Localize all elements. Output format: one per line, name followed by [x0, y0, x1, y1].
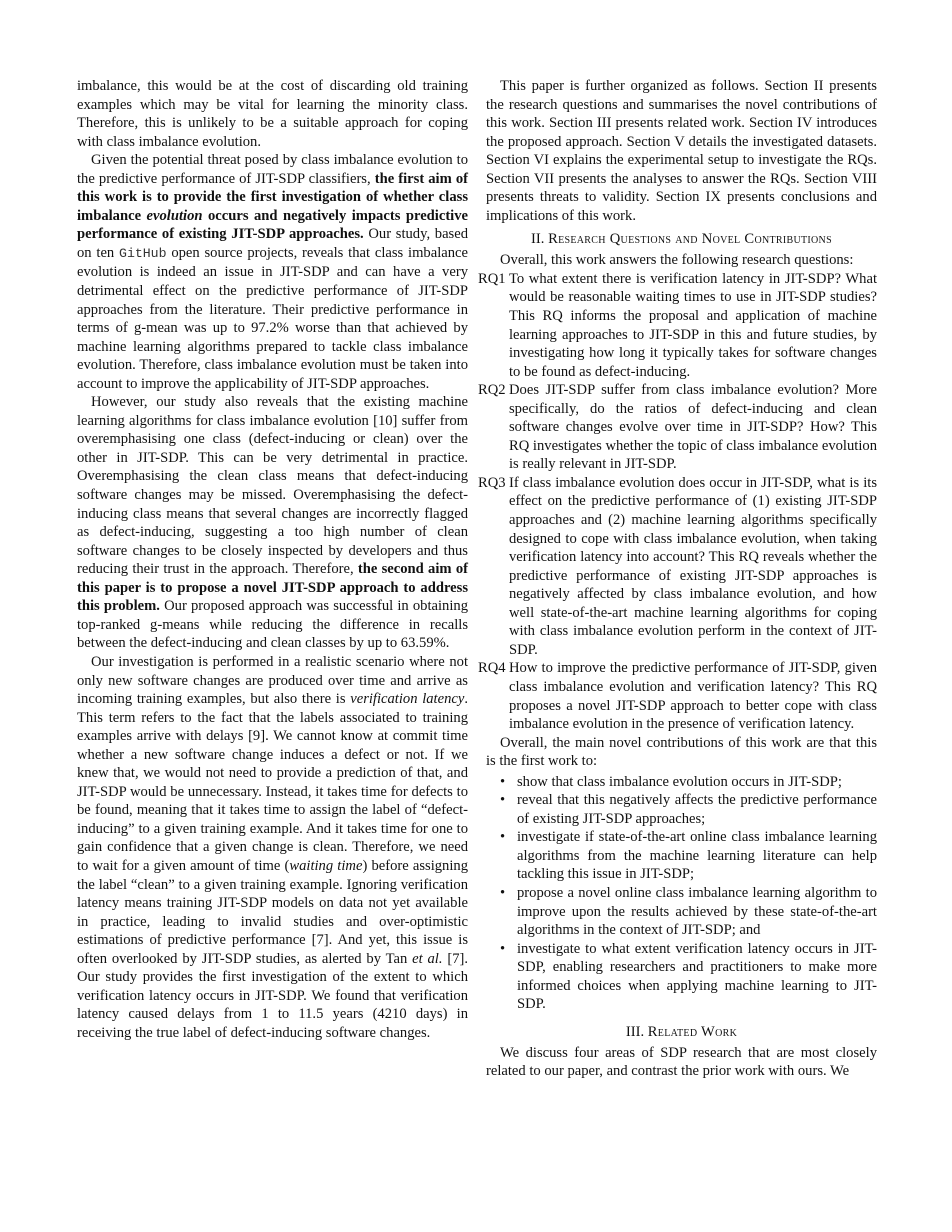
- list-item: • investigate if state-of-the-art online class imbalance learning algorithms from the machine learning literature can help tackling this issue in JIT-SDP;: [486, 828, 877, 884]
- left-column: [77, 77, 468, 1042]
- rq-label: RQ3: [478, 474, 506, 491]
- list-item: • propose a novel online class imbalance learning algorithm to improve upon the results achieved by these state-of-the-art algorithms in the context of JIT-SDP; and: [486, 884, 877, 940]
- paragraph-rq-intro: Overall, this work answers the following research questions:: [500, 252, 854, 269]
- list-item: • show that class imbalance evolution occurs in JIT-SDP;: [486, 773, 877, 792]
- section-heading-research-questions: II. Research Questions and Novel Contributions: [531, 231, 832, 248]
- rq-text: If class imbalance evolution does occur in JIT-SDP, what is its effect on the predictive performance of (1) existing JIT-SDP approaches and (2) machine learning algorithms specifically designed to cope with class imbalance evolution, when taking verification latency into account? This RQ reveals whether the predictive performance of existing JIT-SDP approaches is negatively affected by class imbalance evolution, and how well state-of-the-art machine learning algorithms for coping with class imbalance evolution perform in the context of JIT-SDP.: [509, 474, 877, 658]
- right-column: [478, 77, 877, 1081]
- research-question-4: [478, 659, 877, 733]
- github-term: GitHub: [119, 245, 167, 261]
- list-item: • reveal that this negatively affects the predictive performance of existing JIT-SDP approaches;: [486, 791, 877, 828]
- rq-label: RQ2: [478, 382, 506, 399]
- contributions-list: [486, 773, 877, 1014]
- second-aim-statement: the second aim of this paper is to propose a novel JIT-SDP approach to address this problem.: [77, 561, 468, 615]
- paragraph-organization: This paper is further organized as follows. Section II presents the research questions and summarises the novel contributions of this work. Section III presents related work. Section IV introduces the proposed approach. Section V details the investigated datasets. Section VI explains the experimental setup to investigate the RQs. Section VII presents the analyses to answer the RQs. Section VIII presents threats to validity. Section IX presents conclusions and implications of this work.: [486, 78, 877, 224]
- paragraph-verification-latency: Our investigation is performed in a realistic scenario where not only new software changes are produced over time and arrive as incoming training examples, but also there is verification latency. This term refers to the fact that the labels associated to training examples arrive with delays [9]. We cannot know at commit time whether a new software change induces a defect or not. If we knew that, we would not need to provide a prediction of that, and JIT-SDP would be unnecessary. Instead, it takes time for defects to be found, meaning that it takes time to assign the label of “defect-inducing” to a given training example. And it takes time for one to gain confidence that a given change is clean. Therefore, we need to wait for a given amount of time (waiting time) before assigning the label “clean” to a given training example. Ignoring verification latency means training JIT-SDP models on data not yet available in practice, leading to invalid studies and over-optimistic estimations of predictive performance [7]. And yet, this issue is often overlooked by JIT-SDP studies, as alerted by Tan et al. [7]. Our study provides the first investigation of the extent to which verification latency occurs in JIT-SDP. We found that verification latency caused delays from 1 to 11.5 years (4210 days) in receiving the true label of defect-inducing software changes.: [77, 653, 469, 1041]
- research-question-3: [478, 474, 877, 659]
- research-question-1: [478, 270, 877, 381]
- rq-text: To what extent there is verification latency in JIT-SDP? What would be reasonable waiting times to use in JIT-SDP studies? This RQ informs the proposal and application of machine learning approaches to JIT-SDP in this and future studies, by investigating how long it typically takes for software changes to be found as defect-inducing.: [509, 270, 877, 380]
- rq-label: RQ4: [478, 660, 506, 677]
- paragraph-second-aim: However, our study also reveals that the existing machine learning algorithms for class imbalance evolution [10] suffer from overemphasising one class (defect-inducing or clean) over the other in JIT-SDP. This can be very detrimental in practice. Overemphasising the clean class means that defect-inducing software changes may be missed. Overemphasising the defect-inducing class means that several changes are incorrectly flagged as defect-inducing, suggesting a too high number of clean software changes to be closely inspected by developers and thus reducing their trust in the approach. Therefore, the second aim of this paper is to propose a novel JIT-SDP approach to address this problem. Our proposed approach was successful in obtaining top-ranked g-means while reducing the difference in recalls between the defect-inducing and clean classes by up to 63.59%.: [77, 394, 468, 652]
- rq-text: Does JIT-SDP suffer from class imbalance evolution? More specifically, do the ratios of defect-inducing and clean software changes evolve over time in JIT-SDP? How? This RQ investigates whether the topic of class imbalance evolution is really relevant in JIT-SDP.: [509, 382, 877, 473]
- paragraph-class-imbalance-cost: imbalance, this would be at the cost of discarding old training examples which may be vital for learning the minority class. Therefore, this is unlikely to be a suitable approach for coping with class imbalance evolution.: [77, 78, 468, 150]
- research-question-2: [478, 381, 877, 474]
- rq-text: How to improve the predictive performance of JIT-SDP, given class imbalance evolution and verification latency? This RQ proposes a novel JIT-SDP approach to better cope with class imbalance evolution in the presence of verification latency.: [509, 660, 877, 733]
- paragraph-related-intro: We discuss four areas of SDP research that are most closely related to our paper, and contrast the prior work with ours. We: [486, 1044, 877, 1080]
- first-aim-statement: the first aim of this work is to provide the first investigation of whether class imbalance evolution occurs and negatively impacts predictive performance of existing JIT-SDP approaches.: [77, 170, 469, 243]
- paragraph-contributions-intro: Overall, the main novel contributions of this work are that this is the first work to:: [486, 734, 877, 770]
- paragraph-first-aim: Given the potential threat posed by class imbalance evolution to the predictive performance of JIT-SDP classifiers, the first aim of this work is to provide the first investigation of whether class imbalance evolution occurs and negatively impacts predictive performance of existing JIT-SDP approaches. Our study, based on ten GitHub open source projects, reveals that class imbalance evolution is indeed an issue in JIT-SDP and can have a very detrimental effect on the predictive performance of JIT-SDP approaches from the literature. Their predictive performance in terms of g-mean was up to 97.2% worse than that achieved by machine learning algorithms prepared to tackle class imbalance evolution. Therefore, class imbalance evolution must be taken into account to improve the applicability of JIT-SDP approaches.: [77, 152, 469, 392]
- section-heading-related-work: III. Related Work: [625, 1023, 738, 1040]
- rq-label: RQ1: [478, 270, 506, 287]
- list-item: • investigate to what extent verification latency occurs in JIT-SDP, enabling researchers and practitioners to make more informed choices when applying machine learning to JIT-SDP.: [486, 940, 877, 1014]
